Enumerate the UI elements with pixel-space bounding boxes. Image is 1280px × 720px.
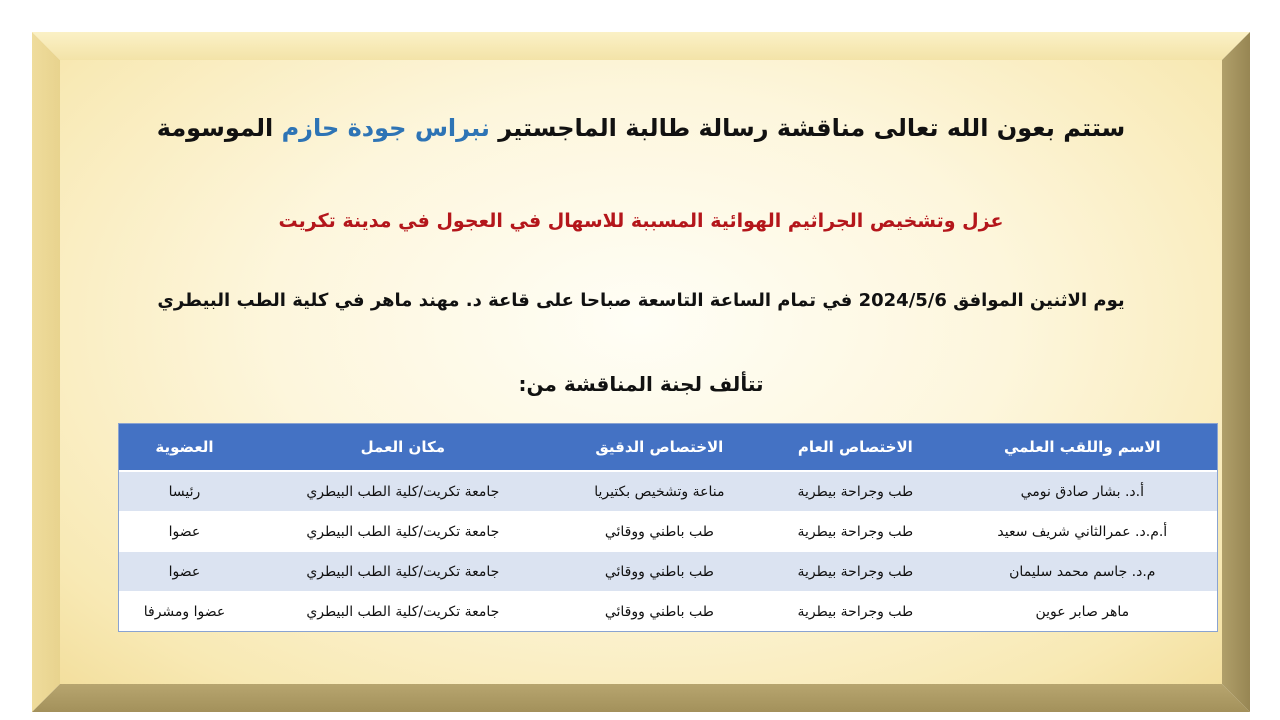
precise-specialty: طب باطني ووقائي [556, 512, 763, 552]
committee-table [119, 424, 1217, 631]
general-specialty: طب وجراحة بيطرية [763, 512, 948, 552]
frame-bevel-top [32, 32, 1250, 60]
column-header-workplace: مكان العمل [250, 424, 556, 471]
headline-suffix: الموسومة [156, 114, 274, 142]
general-specialty: طب وجراحة بيطرية [763, 552, 948, 592]
date-time-venue: يوم الاثنين الموافق 2024/5/6 في تمام الساعة التاسعة صباحا على قاعة د. مهند ماهر في كلية الطب البيطري [157, 290, 1125, 311]
membership: عضوا [119, 512, 250, 552]
table-header-row [119, 424, 1217, 471]
general-specialty: طب وجراحة بيطرية [763, 592, 948, 632]
slide-frame [32, 32, 1250, 712]
headline-prefix: ستتم بعون الله تعالى مناقشة رسالة طالبة الماجستير [498, 114, 1126, 142]
frame-bevel-left [32, 32, 60, 712]
thesis-title: عزل وتشخيص الجراثيم الهوائية المسببة للاسهال في العجول في مدينة تكريت [278, 210, 1004, 232]
membership: عضوا [119, 552, 250, 592]
table-row [119, 471, 1217, 512]
membership: عضوا ومشرفا [119, 592, 250, 632]
table-row [119, 592, 1217, 632]
precise-specialty: طب باطني ووقائي [556, 592, 763, 632]
workplace: جامعة تكريت/كلية الطب البيطري [250, 471, 556, 512]
member-name: م.د. جاسم محمد سليمان [948, 552, 1217, 592]
precise-specialty: طب باطني ووقائي [556, 552, 763, 592]
membership: رئيسا [119, 471, 250, 512]
workplace: جامعة تكريت/كلية الطب البيطري [250, 512, 556, 552]
member-name: أ.م.د. عمرالثاني شريف سعيد [948, 512, 1217, 552]
table-row [119, 552, 1217, 592]
general-specialty: طب وجراحة بيطرية [763, 471, 948, 512]
student-name: نبراس جودة حازم [281, 114, 490, 142]
frame-bevel-bottom [32, 684, 1250, 712]
member-name: أ.د. بشار صادق نومي [948, 471, 1217, 512]
committee-heading: تتألف لجنة المناقشة من: [518, 372, 764, 396]
workplace: جامعة تكريت/كلية الطب البيطري [250, 552, 556, 592]
precise-specialty: مناعة وتشخيص بكتيريا [556, 471, 763, 512]
column-header-general-specialty: الاختصاص العام [763, 424, 948, 471]
column-header-membership: العضوية [119, 424, 250, 471]
announcement-headline [60, 114, 1222, 142]
frame-bevel-right [1222, 32, 1250, 712]
slide-panel [60, 60, 1222, 684]
table-row [119, 512, 1217, 552]
workplace: جامعة تكريت/كلية الطب البيطري [250, 592, 556, 632]
member-name: ماهر صابر عوين [948, 592, 1217, 632]
column-header-precise-specialty: الاختصاص الدقيق [556, 424, 763, 471]
column-header-name: الاسم واللقب العلمي [948, 424, 1217, 471]
